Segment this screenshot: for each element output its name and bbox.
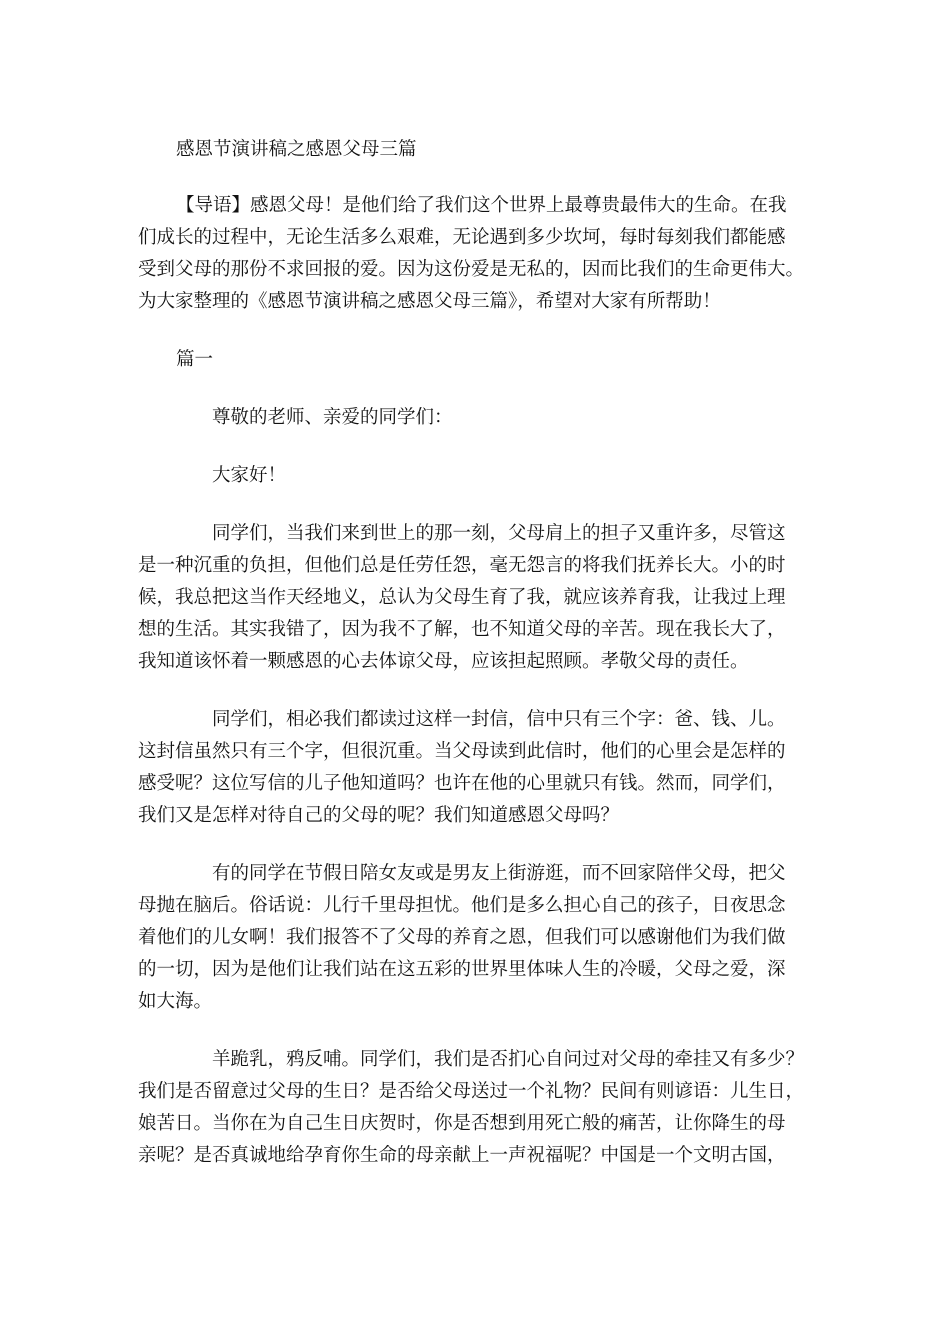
text-line: 为大家整理的《感恩节演讲稿之感恩父母三篇》，希望对大家有所帮助！	[138, 291, 721, 312]
hello-line: 大家好！	[212, 465, 287, 486]
text-line: 我们又是怎样对待自己的父母的呢？我们知道感恩父母吗？	[138, 805, 620, 826]
text-line: 同学们，当我们来到世上的那一刻，父母肩上的担子又重许多，尽管这	[212, 523, 786, 544]
text-line: 感受呢？这位写信的儿子他知道吗？也许在他的心里就只有钱。然而，同学们，	[138, 773, 786, 794]
text-line: 母抛在脑后。俗话说：儿行千里母担忧。他们是多么担心自己的孩子，日夜思念	[138, 895, 786, 916]
greeting-line: 尊敬的老师、亲爱的同学们：	[212, 407, 453, 428]
section-heading: 篇一	[176, 349, 214, 370]
body-paragraph	[138, 704, 814, 832]
document-body	[138, 134, 814, 1198]
body-paragraph	[138, 1044, 814, 1172]
text-line: 【导语】感恩父母！是他们给了我们这个世界上最尊贵最伟大的生命。在我	[176, 195, 787, 216]
text-line: 想的生活。其实我错了，因为我不了解，也不知道父母的辛苦。现在我长大了，	[138, 619, 786, 640]
document-title: 感恩节演讲稿之感恩父母三篇	[176, 139, 417, 160]
text-line: 如大海。	[138, 991, 213, 1012]
text-line: 的一切，因为是他们让我们站在这五彩的世界里体味人生的冷暖，父母之爱，深	[138, 959, 786, 980]
text-line: 这封信虽然只有三个字，但很沉重。当父母读到此信时，他们的心里会是怎样的	[138, 741, 786, 762]
text-line: 是一种沉重的负担，但他们总是任劳任怨，毫无怨言的将我们抚养长大。小的时	[138, 555, 786, 576]
intro-paragraph	[138, 190, 814, 318]
text-line: 候，我总把这当作天经地义，总认为父母生育了我，就应该养育我，让我过上理	[138, 587, 786, 608]
text-line: 们成长的过程中，无论生活多么艰难，无论遇到多少坎坷，每时每刻我们都能感	[138, 227, 786, 248]
text-line: 有的同学在节假日陪女友或是男友上街游逛，而不回家陪伴父母，把父	[212, 863, 786, 884]
body-paragraph	[138, 518, 814, 678]
text-line: 羊跪乳，鸦反哺。同学们，我们是否扪心自问过对父母的牵挂又有多少？	[212, 1049, 805, 1070]
body-paragraph	[138, 858, 814, 1018]
text-line: 我们是否留意过父母的生日？是否给父母送过一个礼物？民间有则谚语：儿生日，	[138, 1081, 805, 1102]
text-line: 同学们，相必我们都读过这样一封信，信中只有三个字：爸、钱、儿。	[212, 709, 786, 730]
text-line: 娘苦日。当你在为自己生日庆贺时，你是否想到用死亡般的痛苦，让你降生的母	[138, 1113, 786, 1134]
text-line: 受到父母的那份不求回报的爱。因为这份爱是无私的，因而比我们的生命更伟大。	[138, 259, 805, 280]
text-line: 亲呢？是否真诚地给孕育你生命的母亲献上一声祝福呢？中国是一个文明古国，	[138, 1145, 786, 1166]
text-line: 我知道该怀着一颗感恩的心去体谅父母，应该担起照顾。孝敬父母的责任。	[138, 651, 749, 672]
text-line: 着他们的儿女啊！我们报答不了父母的养育之恩，但我们可以感谢他们为我们做	[138, 927, 786, 948]
